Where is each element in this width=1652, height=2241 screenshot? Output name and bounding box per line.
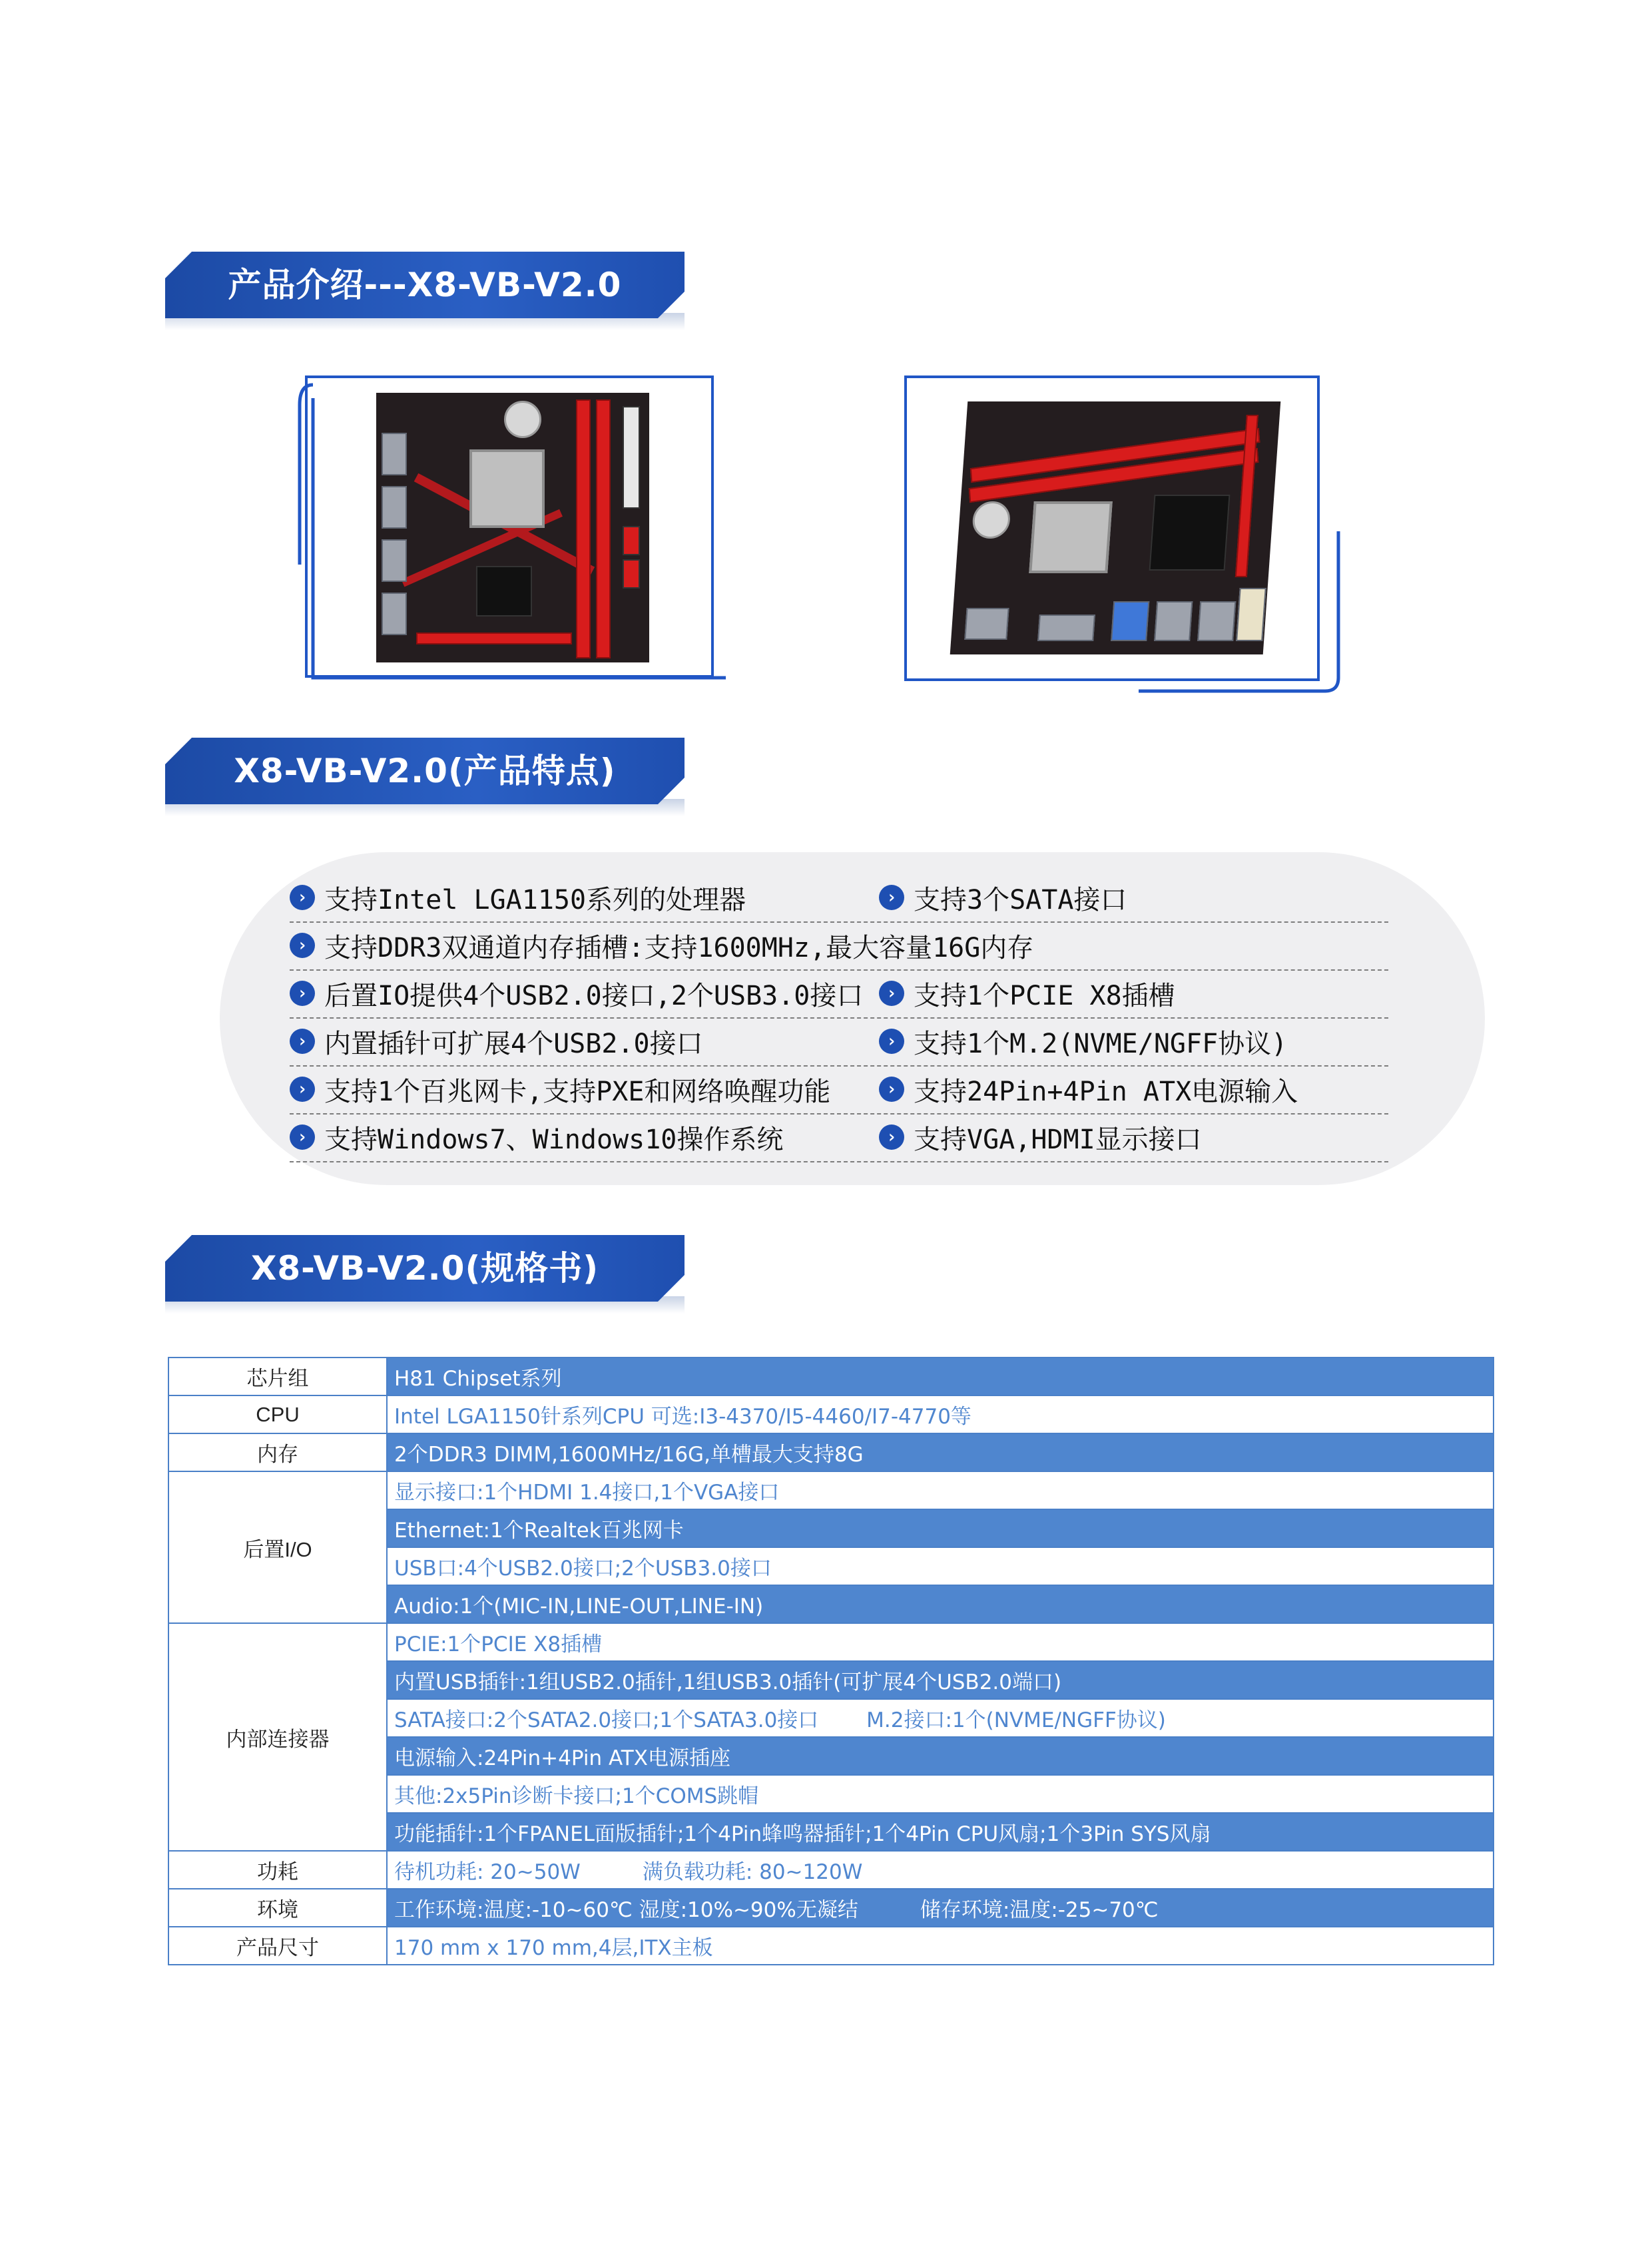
feature-item (879, 1065, 1298, 1113)
spec-value-rear-io-3: Audio:1个(MIC-IN,LINE-OUT,LINE-IN) (387, 1585, 1494, 1623)
spec-value-size: 170 mm x 170 mm,4层,ITX主板 (387, 1927, 1494, 1965)
spec-label-environment: 环境 (168, 1889, 387, 1927)
spec-label-power: 功耗 (168, 1851, 387, 1889)
table-row (168, 1358, 1494, 1395)
feature-item (879, 873, 1127, 921)
feature-item (290, 1113, 783, 1161)
feature-text: 支持3个SATA接口 (914, 884, 1127, 915)
spec-value-chipset: H81 Chipset系列 (387, 1358, 1494, 1395)
product-image-angled-view (899, 365, 1352, 698)
spec-value-internal-3: 电源输入:24Pin+4Pin ATX电源插座 (387, 1737, 1494, 1775)
chevron-right-icon: › (290, 1077, 315, 1102)
feature-item (290, 969, 863, 1017)
spec-value-environment: 工作环境:温度:-10~60℃ 湿度:10%~90%无凝结 储存环境:温度:-25~70℃ (387, 1889, 1494, 1927)
feature-item (879, 969, 1175, 1017)
section-banner-intro (165, 252, 685, 318)
feature-text: 支持Windows7、Windows10操作系统 (324, 1124, 784, 1155)
spec-label-internal: 内部连接器 (168, 1623, 387, 1851)
feature-item (290, 1017, 703, 1065)
table-row (168, 1889, 1494, 1927)
spec-value-rear-io-2: USB口:4个USB2.0接口;2个USB3.0接口 (387, 1547, 1494, 1585)
spec-value-rear-io-1: Ethernet:1个Realtek百兆网卡 (387, 1509, 1494, 1547)
feature-text: 支持VGA,HDMI显示接口 (914, 1124, 1202, 1155)
table-row (168, 1623, 1494, 1661)
section-banner-spec (165, 1235, 685, 1302)
chevron-right-icon: › (879, 885, 904, 910)
section-title-features: X8-VB-V2.0(产品特点) (234, 752, 616, 790)
feature-row (290, 969, 1388, 1019)
spec-value-internal-0: PCIE:1个PCIE X8插槽 (387, 1623, 1494, 1661)
chevron-right-icon: › (290, 933, 315, 958)
feature-text: 支持1个PCIE X8插槽 (914, 980, 1175, 1011)
spec-label-rear-io: 后置I/O (168, 1471, 387, 1623)
chevron-right-icon: › (879, 981, 904, 1006)
spec-label-size: 产品尺寸 (168, 1927, 387, 1965)
spec-value-rear-io-0: 显示接口:1个HDMI 1.4接口,1个VGA接口 (387, 1471, 1494, 1509)
spec-table (168, 1357, 1494, 1965)
motherboard-graphic-2 (950, 401, 1281, 654)
chevron-right-icon: › (290, 1124, 315, 1150)
feature-text: 支持1个M.2(NVME/NGFF协议) (914, 1028, 1288, 1059)
chevron-right-icon: › (879, 1124, 904, 1150)
chevron-right-icon: › (879, 1077, 904, 1102)
feature-item (290, 1065, 830, 1113)
feature-text: 内置插针可扩展4个USB2.0接口 (324, 1028, 703, 1059)
feature-row (290, 1065, 1388, 1115)
spec-value-cpu: Intel LGA1150针系列CPU 可选:I3-4370/I5-4460/I7-4770等 (387, 1395, 1494, 1433)
section-title-intro: 产品介绍---X8-VB-V2.0 (228, 266, 622, 304)
spec-label-chipset: 芯片组 (168, 1358, 387, 1395)
spec-value-internal-5: 功能插针:1个FPANEL面版插针;1个4Pin蜂鸣器插针;1个4Pin CPU风扇;1个3Pin SYS风扇 (387, 1813, 1494, 1851)
product-image-top-view (286, 365, 726, 684)
spec-value-internal-2: SATA接口:2个SATA2.0接口;1个SATA3.0接口 M.2接口:1个(NVME/NGFF协议) (387, 1699, 1494, 1737)
table-row (168, 1433, 1494, 1471)
table-row (168, 1927, 1494, 1965)
feature-row (290, 873, 1388, 923)
spec-value-power: 待机功耗: 20~50W 满负载功耗: 80~120W (387, 1851, 1494, 1889)
feature-text: 支持24Pin+4Pin ATX电源输入 (914, 1076, 1298, 1107)
feature-item (879, 1113, 1202, 1161)
table-row (168, 1395, 1494, 1433)
motherboard-graphic (376, 393, 649, 662)
section-banner-features (165, 738, 685, 804)
feature-row (290, 1017, 1388, 1067)
feature-row (290, 921, 1388, 971)
chevron-right-icon: › (290, 1029, 315, 1054)
section-title-spec: X8-VB-V2.0(规格书) (250, 1249, 599, 1288)
table-row (168, 1851, 1494, 1889)
spec-value-internal-1: 内置USB插针:1组USB2.0插针,1组USB3.0插针(可扩展4个USB2.0端口) (387, 1661, 1494, 1699)
feature-text: 后置IO提供4个USB2.0接口,2个USB3.0接口 (324, 980, 864, 1011)
feature-text: 支持Intel LGA1150系列的处理器 (324, 884, 746, 915)
spec-value-internal-4: 其他:2x5Pin诊断卡接口;1个COMS跳帽 (387, 1775, 1494, 1813)
table-row (168, 1471, 1494, 1509)
feature-text: 支持1个百兆网卡,支持PXE和网络唤醒功能 (324, 1076, 831, 1107)
feature-item (290, 873, 746, 921)
spec-label-cpu: CPU (168, 1395, 387, 1433)
chevron-right-icon: › (290, 981, 315, 1006)
spec-value-memory: 2个DDR3 DIMM,1600MHz/16G,单槽最大支持8G (387, 1433, 1494, 1471)
chevron-right-icon: › (290, 885, 315, 910)
spec-label-memory: 内存 (168, 1433, 387, 1471)
feature-item (879, 1017, 1287, 1065)
feature-text: 支持DDR3双通道内存插槽:支持1600MHz,最大容量16G内存 (324, 932, 1034, 963)
feature-item (290, 921, 1033, 969)
chevron-right-icon: › (879, 1029, 904, 1054)
feature-row (290, 1113, 1388, 1162)
